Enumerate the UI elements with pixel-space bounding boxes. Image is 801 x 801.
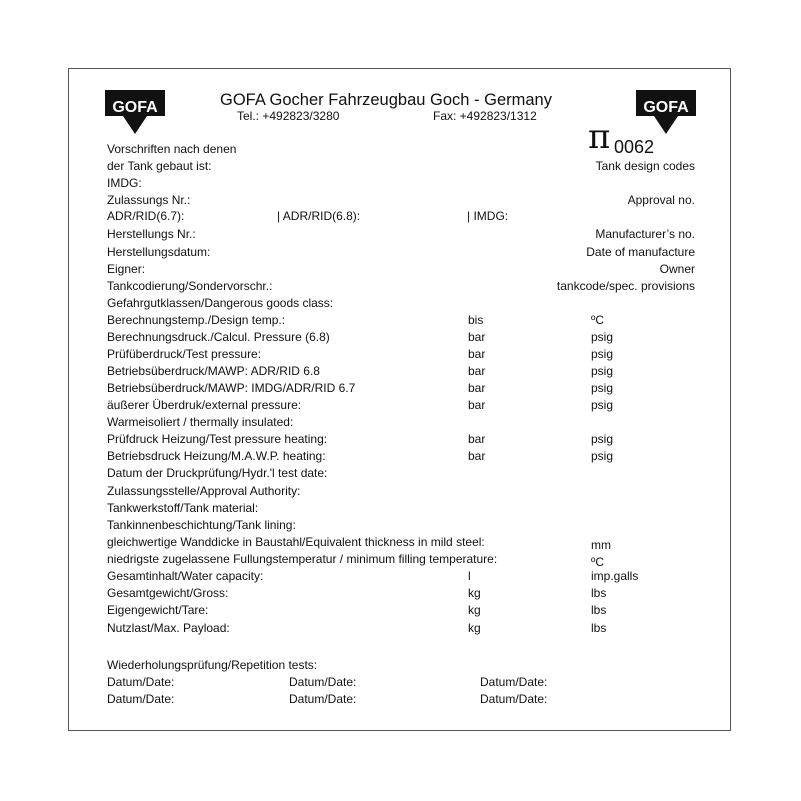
field-label: Prüfüberdruck/Test pressure: [107,347,262,361]
field-label: IMDG: [107,176,142,190]
svg-text:GOFA: GOFA [643,99,689,116]
field-label: Tankcodierung/Sondervorschr.: [107,279,273,293]
unit-metric: bar [468,381,486,395]
field-label-english: Owner [659,262,695,276]
gofa-logo-right [636,90,696,134]
field-label-english: tankcode/spec. provisions [556,279,695,293]
pi-mark: π [588,117,611,157]
unit-metric: bar [468,432,486,446]
field-label: Betriebsüberdruck/MAWP: IMDG/ADR/RID 6.7 [107,381,356,395]
field-label: Eigengewicht/Tare: [107,603,209,617]
field-label: Berechnungstemp./Design temp.: [107,313,286,327]
telephone: Tel.: +492823/3280 [237,109,340,123]
unit-metric: l [468,569,471,583]
fax: Fax: +492823/1312 [433,109,537,123]
field-label-english: Manufacturer’s no. [595,227,695,241]
unit-imperial: psig [591,364,614,378]
unit-imperial: lbs [591,603,607,617]
field-label: der Tank gebaut ist: [107,159,212,173]
field-label: Gesamtinhalt/Water capacity: [107,569,264,583]
field-label: Warmeisoliert / thermally insulated: [107,415,294,429]
repetition-date-label: Datum/Date: [107,675,175,689]
field-label: | IMDG: [467,209,509,223]
field-label: Betriebsüberdruck/MAWP: ADR/RID 6.8 [107,364,320,378]
field-label: ADR/RID(6.7): [107,209,185,223]
company-title: GOFA Gocher Fahrzeugbau Goch - Germany [220,91,552,109]
unit-metric: bar [468,398,486,412]
field-label: Gefahrgutklassen/Dangerous goods class: [107,296,334,310]
gofa-logo-left [105,90,165,134]
unit-imperial: lbs [591,621,607,635]
repetition-date-label: Datum/Date: [480,692,548,706]
unit-imperial: psig [591,347,614,361]
field-label: Datum der Druckprüfung/Hydr.'l test date: [107,466,328,480]
repetition-date-label: Datum/Date: [289,692,357,706]
unit-imperial: psig [591,330,614,344]
field-label: Tankinnenbeschichtung/Tank lining: [107,518,296,532]
unit-metric: kg [468,603,481,617]
field-label: Zulassungsstelle/Approval Authority: [107,484,301,498]
unit-imperial: psig [591,449,614,463]
field-label-english: Approval no. [627,193,695,207]
unit-imperial: psig [591,432,614,446]
field-label: Vorschriften nach denen [107,142,237,156]
field-label: Prüfdruck Heizung/Test pressure heating: [107,432,328,446]
field-label: Nutzlast/Max. Payload: [107,621,230,635]
unit-imperial: ºC [591,313,605,327]
unit-metric: kg [468,586,481,600]
field-label: Eigner: [107,262,146,276]
field-label: Gesamtgewicht/Gross: [107,586,229,600]
repetition-tests-heading: Wiederholungsprüfung/Repetition tests: [107,658,318,672]
svg-text:GOFA: GOFA [112,99,158,116]
unit-metric: bar [468,364,486,378]
field-label: | ADR/RID(6.8): [277,209,361,223]
notified-body-number: 0062 [614,137,655,157]
field-label: Herstellungs Nr.: [107,227,196,241]
field-label: Tankwerkstoff/Tank material: [107,501,259,515]
field-label: niedrigste zugelassene Fullungstemperatur / minimum filling temperature: [107,552,498,566]
unit-metric: kg [468,621,481,635]
unit-imperial: mm [591,538,611,552]
field-label: äußerer Überdruk/external pressure: [107,398,302,412]
repetition-date-label: Datum/Date: [289,675,357,689]
field-label: Berechnungsdruck./Calcul. Pressure (6.8) [107,330,330,344]
field-label: Zulassungs Nr.: [107,193,191,207]
unit-imperial: psig [591,398,614,412]
field-label: gleichwertige Wanddicke in Baustahl/Equivalent thickness in mild steel: [107,535,485,549]
field-label: Herstellungsdatum: [107,245,211,259]
field-label: Betriebsdruck Heizung/M.A.W.P. heating: [107,449,326,463]
unit-imperial: psig [591,381,614,395]
repetition-date-label: Datum/Date: [107,692,175,706]
unit-imperial: imp.galls [591,569,639,583]
unit-metric: bar [468,449,486,463]
field-label-english: Date of manufacture [586,245,695,259]
field-label-english: Tank design codes [595,159,695,173]
unit-imperial: lbs [591,586,607,600]
repetition-date-label: Datum/Date: [480,675,548,689]
unit-metric: bar [468,330,486,344]
unit-imperial: ºC [591,555,605,569]
unit-metric: bar [468,347,486,361]
unit-metric: bis [468,313,484,327]
